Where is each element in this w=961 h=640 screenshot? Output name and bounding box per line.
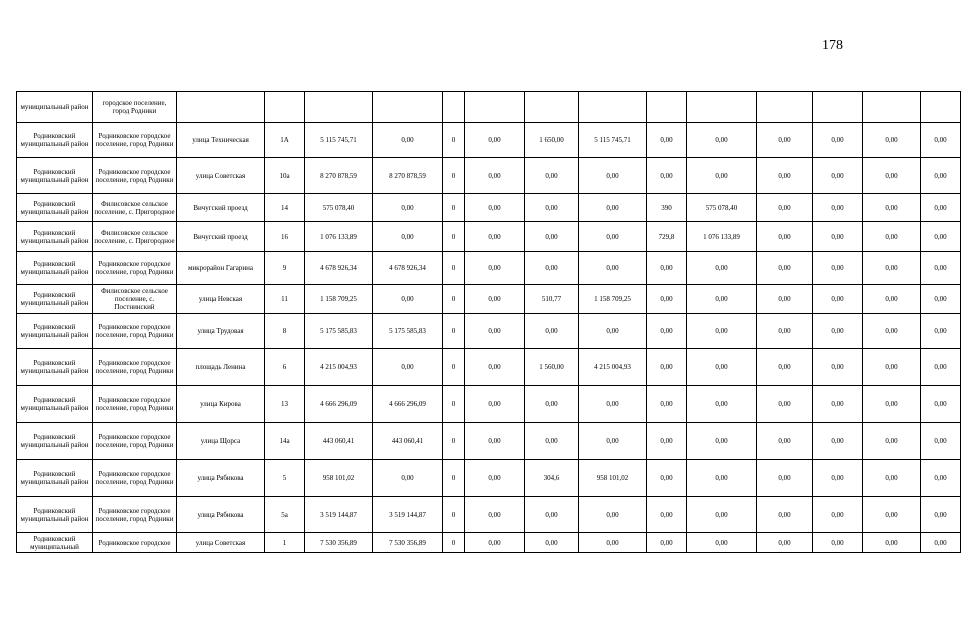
cell-area — [525, 92, 579, 123]
cell-amount-3: 0,00 — [465, 285, 525, 314]
cell-amount-7: 0,00 — [813, 386, 863, 423]
cell-amount-9: 0,00 — [921, 497, 961, 533]
cell-amount-8: 0,00 — [863, 314, 921, 349]
cell-street: улица Щорса — [177, 423, 265, 460]
cell-amount-total: 5 175 585,83 — [305, 314, 373, 349]
cell-house-number: 6 — [265, 349, 305, 386]
cell-area: 510,77 — [525, 285, 579, 314]
cell-amount-8: 0,00 — [863, 158, 921, 194]
cell-amount-5: 0,00 — [687, 349, 757, 386]
cell-amount-8: 0,00 — [863, 349, 921, 386]
cell-street: улица Техническая — [177, 123, 265, 158]
cell-count: 0 — [443, 423, 465, 460]
cell-area-2: 390 — [647, 194, 687, 222]
cell-amount-2 — [373, 92, 443, 123]
cell-amount-total: 4 678 926,34 — [305, 252, 373, 285]
cell-amount-2: 0,00 — [373, 194, 443, 222]
cell-amount-2: 443 060,41 — [373, 423, 443, 460]
table-row — [17, 285, 961, 314]
cell-area-2: 0,00 — [647, 533, 687, 553]
cell-district: Родниковский муниципальный район — [17, 252, 93, 285]
page-number: 178 — [822, 38, 843, 53]
cell-district: Родниковский муниципальный — [17, 533, 93, 553]
cell-house-number: 9 — [265, 252, 305, 285]
cell-house-number: 14а — [265, 423, 305, 460]
table-row — [17, 497, 961, 533]
cell-district: Родниковский муниципальный район — [17, 194, 93, 222]
table-row — [17, 314, 961, 349]
cell-house-number: 1А — [265, 123, 305, 158]
cell-street: улица Рябикова — [177, 497, 265, 533]
cell-area-2: 0,00 — [647, 285, 687, 314]
cell-amount-8: 0,00 — [863, 252, 921, 285]
cell-count: 0 — [443, 123, 465, 158]
cell-district: Родниковский муниципальный район — [17, 158, 93, 194]
cell-amount-7: 0,00 — [813, 349, 863, 386]
cell-area-2: 0,00 — [647, 314, 687, 349]
cell-amount-6: 0,00 — [757, 222, 813, 252]
cell-area: 0,00 — [525, 497, 579, 533]
cell-house-number: 10а — [265, 158, 305, 194]
cell-amount-6: 0,00 — [757, 497, 813, 533]
cell-amount-total: 5 115 745,71 — [305, 123, 373, 158]
cell-area: 0,00 — [525, 194, 579, 222]
cell-amount-4: 4 215 004,93 — [579, 349, 647, 386]
table-row — [17, 194, 961, 222]
cell-house-number — [265, 92, 305, 123]
cell-amount-9: 0,00 — [921, 349, 961, 386]
cell-district: Родниковский муниципальный район — [17, 222, 93, 252]
cell-amount-7: 0,00 — [813, 314, 863, 349]
cell-settlement: городское поселение, город Родники — [93, 92, 177, 123]
cell-amount-9: 0,00 — [921, 158, 961, 194]
cell-amount-total: 443 060,41 — [305, 423, 373, 460]
cell-area: 0,00 — [525, 222, 579, 252]
cell-house-number: 1 — [265, 533, 305, 553]
cell-amount-7: 0,00 — [813, 158, 863, 194]
cell-amount-total: 1 076 133,89 — [305, 222, 373, 252]
cell-settlement: Родниковское городское поселение, город Родники — [93, 158, 177, 194]
cell-area-2: 0,00 — [647, 460, 687, 497]
cell-district: Родниковский муниципальный район — [17, 460, 93, 497]
cell-amount-total: 1 158 709,25 — [305, 285, 373, 314]
cell-amount-3: 0,00 — [465, 123, 525, 158]
data-table — [16, 91, 961, 553]
cell-amount-6: 0,00 — [757, 423, 813, 460]
cell-area-2: 0,00 — [647, 423, 687, 460]
cell-amount-8 — [863, 92, 921, 123]
table-body — [17, 92, 961, 553]
cell-area: 0,00 — [525, 533, 579, 553]
cell-house-number: 5 — [265, 460, 305, 497]
cell-amount-2: 8 270 878,59 — [373, 158, 443, 194]
cell-amount-4: 0,00 — [579, 314, 647, 349]
cell-amount-9: 0,00 — [921, 252, 961, 285]
cell-amount-9: 0,00 — [921, 423, 961, 460]
cell-settlement: Филисовское сельское поселение, с. Постнинский — [93, 285, 177, 314]
cell-amount-total: 575 078,40 — [305, 194, 373, 222]
cell-count: 0 — [443, 285, 465, 314]
cell-area-2: 0,00 — [647, 386, 687, 423]
cell-amount-4 — [579, 92, 647, 123]
cell-amount-3: 0,00 — [465, 158, 525, 194]
cell-amount-3: 0,00 — [465, 497, 525, 533]
cell-settlement: Родниковское городское поселение, город Родники — [93, 386, 177, 423]
cell-area: 304,6 — [525, 460, 579, 497]
cell-street: площадь Ленина — [177, 349, 265, 386]
cell-house-number: 13 — [265, 386, 305, 423]
cell-amount-2: 0,00 — [373, 222, 443, 252]
cell-area: 0,00 — [525, 252, 579, 285]
cell-amount-4: 5 115 745,71 — [579, 123, 647, 158]
cell-amount-9 — [921, 92, 961, 123]
table-row — [17, 222, 961, 252]
cell-amount-8: 0,00 — [863, 386, 921, 423]
cell-amount-total — [305, 92, 373, 123]
cell-amount-3: 0,00 — [465, 423, 525, 460]
cell-amount-4: 0,00 — [579, 252, 647, 285]
cell-street: улица Невская — [177, 285, 265, 314]
cell-settlement: Родниковское городское поселение, город Родники — [93, 423, 177, 460]
cell-amount-5: 0,00 — [687, 314, 757, 349]
cell-house-number: 11 — [265, 285, 305, 314]
cell-amount-5: 575 078,40 — [687, 194, 757, 222]
cell-amount-7: 0,00 — [813, 123, 863, 158]
cell-amount-2: 5 175 585,83 — [373, 314, 443, 349]
cell-amount-3: 0,00 — [465, 194, 525, 222]
cell-amount-total: 4 215 004,93 — [305, 349, 373, 386]
cell-amount-6: 0,00 — [757, 194, 813, 222]
cell-count: 0 — [443, 158, 465, 194]
cell-amount-5: 1 076 133,89 — [687, 222, 757, 252]
cell-amount-5: 0,00 — [687, 252, 757, 285]
cell-amount-7: 0,00 — [813, 252, 863, 285]
cell-amount-9: 0,00 — [921, 285, 961, 314]
cell-amount-5: 0,00 — [687, 386, 757, 423]
cell-amount-6: 0,00 — [757, 386, 813, 423]
cell-district: Родниковский муниципальный район — [17, 349, 93, 386]
table-row — [17, 252, 961, 285]
cell-amount-3: 0,00 — [465, 252, 525, 285]
cell-area: 0,00 — [525, 158, 579, 194]
cell-amount-2: 0,00 — [373, 460, 443, 497]
cell-amount-5 — [687, 92, 757, 123]
cell-count: 0 — [443, 194, 465, 222]
cell-amount-6: 0,00 — [757, 123, 813, 158]
cell-amount-total: 8 270 878,59 — [305, 158, 373, 194]
cell-amount-4: 958 101,02 — [579, 460, 647, 497]
cell-amount-6: 0,00 — [757, 158, 813, 194]
cell-amount-4: 0,00 — [579, 194, 647, 222]
cell-amount-8: 0,00 — [863, 123, 921, 158]
cell-street: Вичугский проезд — [177, 222, 265, 252]
cell-area-2: 0,00 — [647, 497, 687, 533]
cell-settlement: Родниковское городское поселение, город Родники — [93, 252, 177, 285]
cell-amount-5: 0,00 — [687, 460, 757, 497]
cell-count: 0 — [443, 460, 465, 497]
cell-district: Родниковский муниципальный район — [17, 386, 93, 423]
cell-count: 0 — [443, 497, 465, 533]
cell-amount-8: 0,00 — [863, 423, 921, 460]
cell-amount-7 — [813, 92, 863, 123]
cell-count — [443, 92, 465, 123]
cell-count: 0 — [443, 314, 465, 349]
cell-amount-3: 0,00 — [465, 349, 525, 386]
cell-amount-9: 0,00 — [921, 194, 961, 222]
cell-amount-4: 0,00 — [579, 497, 647, 533]
cell-amount-3: 0,00 — [465, 460, 525, 497]
table-row — [17, 123, 961, 158]
cell-settlement: Родниковское городское — [93, 533, 177, 553]
cell-amount-7: 0,00 — [813, 222, 863, 252]
cell-amount-8: 0,00 — [863, 285, 921, 314]
table-row — [17, 158, 961, 194]
cell-settlement: Родниковское городское поселение, город Родники — [93, 460, 177, 497]
cell-amount-6: 0,00 — [757, 533, 813, 553]
cell-amount-2: 4 666 296,09 — [373, 386, 443, 423]
cell-amount-7: 0,00 — [813, 423, 863, 460]
cell-district: Родниковский муниципальный район — [17, 423, 93, 460]
cell-amount-total: 958 101,02 — [305, 460, 373, 497]
cell-amount-8: 0,00 — [863, 194, 921, 222]
cell-amount-total: 4 666 296,09 — [305, 386, 373, 423]
cell-amount-8: 0,00 — [863, 222, 921, 252]
cell-area-2: 729,8 — [647, 222, 687, 252]
cell-settlement: Родниковское городское поселение, город Родники — [93, 497, 177, 533]
cell-settlement: Родниковское городское поселение, город Родники — [93, 123, 177, 158]
cell-house-number: 8 — [265, 314, 305, 349]
cell-street: улица Кирова — [177, 386, 265, 423]
cell-house-number: 14 — [265, 194, 305, 222]
cell-amount-4: 0,00 — [579, 533, 647, 553]
cell-amount-9: 0,00 — [921, 123, 961, 158]
cell-amount-7: 0,00 — [813, 497, 863, 533]
cell-area-2: 0,00 — [647, 252, 687, 285]
cell-street: улица Советская — [177, 533, 265, 553]
cell-amount-9: 0,00 — [921, 533, 961, 553]
cell-street: микрорайон Гагарина — [177, 252, 265, 285]
cell-street: улица Рябикова — [177, 460, 265, 497]
cell-settlement: Филисовское сельское поселение, с. Пригородное — [93, 222, 177, 252]
cell-area-2: 0,00 — [647, 158, 687, 194]
cell-amount-8: 0,00 — [863, 460, 921, 497]
cell-amount-5: 0,00 — [687, 158, 757, 194]
cell-area-2 — [647, 92, 687, 123]
table-row — [17, 533, 961, 553]
cell-amount-2: 3 519 144,87 — [373, 497, 443, 533]
cell-amount-8: 0,00 — [863, 497, 921, 533]
cell-area: 0,00 — [525, 314, 579, 349]
cell-area-2: 0,00 — [647, 123, 687, 158]
cell-amount-2: 0,00 — [373, 285, 443, 314]
cell-street — [177, 92, 265, 123]
cell-amount-9: 0,00 — [921, 386, 961, 423]
cell-area: 1 650,00 — [525, 123, 579, 158]
cell-district: муниципальный район — [17, 92, 93, 123]
cell-street: улица Трудовая — [177, 314, 265, 349]
cell-amount-9: 0,00 — [921, 460, 961, 497]
cell-amount-4: 0,00 — [579, 423, 647, 460]
cell-amount-6: 0,00 — [757, 285, 813, 314]
cell-amount-total: 7 530 356,89 — [305, 533, 373, 553]
cell-settlement: Филисовское сельское поселение, с. Пригородное — [93, 194, 177, 222]
cell-amount-3: 0,00 — [465, 314, 525, 349]
cell-amount-4: 0,00 — [579, 386, 647, 423]
cell-count: 0 — [443, 222, 465, 252]
table-row — [17, 349, 961, 386]
cell-amount-2: 0,00 — [373, 349, 443, 386]
table-row — [17, 423, 961, 460]
cell-amount-6: 0,00 — [757, 460, 813, 497]
cell-area: 0,00 — [525, 423, 579, 460]
cell-amount-2: 4 678 926,34 — [373, 252, 443, 285]
table-row — [17, 92, 961, 123]
cell-amount-6: 0,00 — [757, 252, 813, 285]
cell-amount-9: 0,00 — [921, 222, 961, 252]
cell-amount-2: 0,00 — [373, 123, 443, 158]
cell-settlement: Родниковское городское поселение, город Родники — [93, 349, 177, 386]
cell-amount-7: 0,00 — [813, 460, 863, 497]
cell-amount-2: 7 530 356,89 — [373, 533, 443, 553]
cell-amount-8: 0,00 — [863, 533, 921, 553]
cell-house-number: 16 — [265, 222, 305, 252]
cell-amount-4: 0,00 — [579, 222, 647, 252]
cell-area: 1 560,00 — [525, 349, 579, 386]
cell-count: 0 — [443, 252, 465, 285]
cell-amount-4: 0,00 — [579, 158, 647, 194]
cell-area: 0,00 — [525, 386, 579, 423]
cell-district: Родниковский муниципальный район — [17, 123, 93, 158]
cell-amount-5: 0,00 — [687, 533, 757, 553]
cell-amount-5: 0,00 — [687, 123, 757, 158]
cell-settlement: Родниковское городское поселение, город Родники — [93, 314, 177, 349]
cell-amount-3 — [465, 92, 525, 123]
cell-amount-4: 1 158 709,25 — [579, 285, 647, 314]
cell-district: Родниковский муниципальный район — [17, 497, 93, 533]
cell-amount-6: 0,00 — [757, 349, 813, 386]
cell-district: Родниковский муниципальный район — [17, 285, 93, 314]
cell-amount-6: 0,00 — [757, 314, 813, 349]
cell-amount-6 — [757, 92, 813, 123]
cell-district: Родниковский муниципальный район — [17, 314, 93, 349]
cell-amount-5: 0,00 — [687, 497, 757, 533]
cell-area-2: 0,00 — [647, 349, 687, 386]
cell-amount-3: 0,00 — [465, 386, 525, 423]
cell-count: 0 — [443, 533, 465, 553]
cell-amount-7: 0,00 — [813, 533, 863, 553]
cell-house-number: 5а — [265, 497, 305, 533]
cell-amount-7: 0,00 — [813, 285, 863, 314]
cell-amount-3: 0,00 — [465, 533, 525, 553]
cell-amount-9: 0,00 — [921, 314, 961, 349]
cell-amount-5: 0,00 — [687, 423, 757, 460]
cell-amount-7: 0,00 — [813, 194, 863, 222]
cell-count: 0 — [443, 349, 465, 386]
cell-count: 0 — [443, 386, 465, 423]
cell-amount-5: 0,00 — [687, 285, 757, 314]
table-row — [17, 386, 961, 423]
cell-amount-total: 3 519 144,87 — [305, 497, 373, 533]
cell-street: Вичугский проезд — [177, 194, 265, 222]
table-row — [17, 460, 961, 497]
cell-amount-3: 0,00 — [465, 222, 525, 252]
cell-street: улица Советская — [177, 158, 265, 194]
